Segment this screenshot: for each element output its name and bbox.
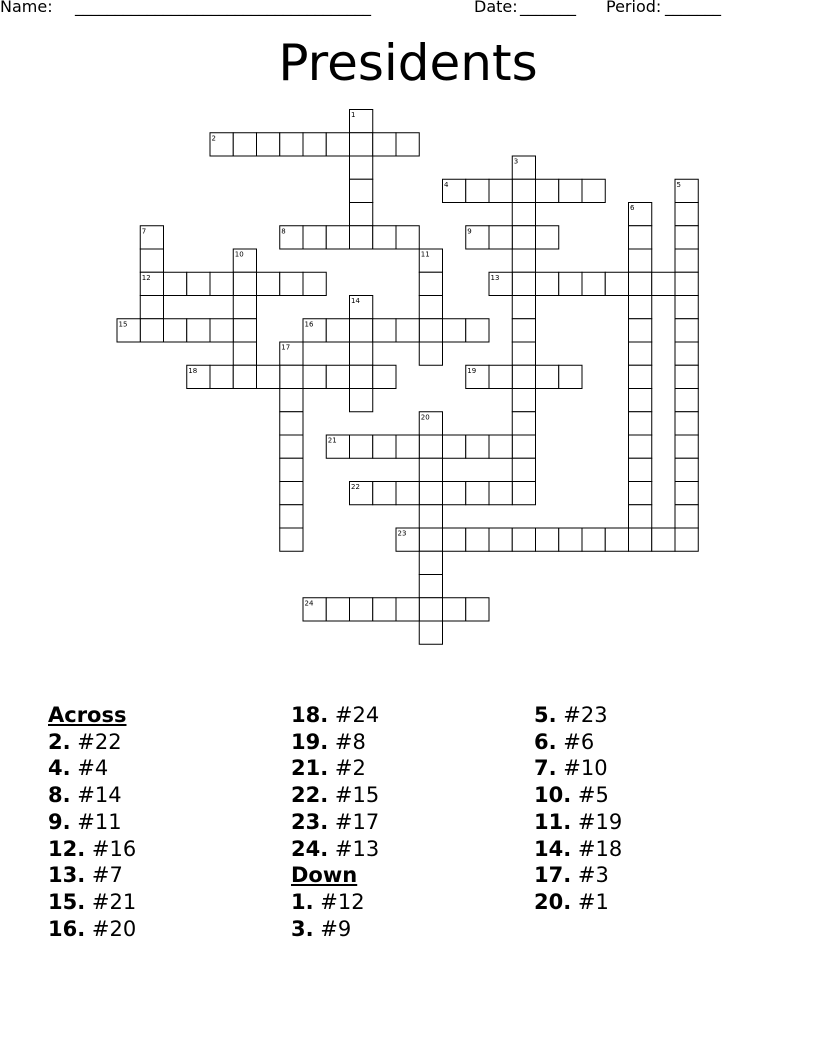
grid-cell[interactable]: [280, 365, 303, 388]
grid-cell[interactable]: [675, 226, 698, 249]
grid-cell[interactable]: [326, 365, 349, 388]
grid-cell[interactable]: [396, 482, 419, 505]
grid-cell[interactable]: [350, 342, 373, 365]
grid-cell[interactable]: [512, 342, 535, 365]
grid-cell[interactable]: [419, 482, 442, 505]
grid-cell[interactable]: [350, 156, 373, 179]
grid-cell[interactable]: [210, 319, 233, 342]
grid-cell[interactable]: [489, 482, 512, 505]
grid-cell[interactable]: [164, 272, 187, 295]
grid-clue-number: 23: [397, 529, 407, 538]
grid-cell[interactable]: [257, 365, 280, 388]
grid-cell[interactable]: [675, 249, 698, 272]
period-label: Period:: [606, 0, 667, 16]
grid-cell[interactable]: [187, 319, 210, 342]
grid-cell[interactable]: [140, 296, 163, 319]
clue-down-3: 3. #9: [291, 916, 352, 941]
grid-cell[interactable]: [629, 296, 652, 319]
clue-across-21: 21. #2: [291, 756, 366, 781]
clue-across-15: 15. #21: [48, 889, 137, 914]
grid-clue-number: 5: [676, 180, 681, 189]
grid-clue-number: 16: [304, 320, 314, 329]
grid-cell[interactable]: [210, 365, 233, 388]
grid-cell[interactable]: [443, 482, 466, 505]
grid-cell[interactable]: [164, 319, 187, 342]
grid-cell[interactable]: [629, 272, 652, 295]
clue-down-5: 5. #23: [534, 703, 608, 727]
grid-cell[interactable]: [466, 598, 489, 621]
grid-cell[interactable]: [326, 226, 349, 249]
grid-cell[interactable]: [675, 528, 698, 551]
grid-cell[interactable]: [233, 272, 256, 295]
grid-cell[interactable]: [512, 458, 535, 481]
grid-cell[interactable]: [629, 365, 652, 388]
name-blank: _____________________________________: [75, 0, 371, 16]
name-label: Name:: [0, 0, 58, 16]
period-blank: _______: [665, 0, 721, 16]
grid-cell[interactable]: [629, 528, 652, 551]
grid-cell[interactable]: [373, 365, 396, 388]
grid-cell[interactable]: [233, 342, 256, 365]
clue-down-14: 14. #18: [534, 836, 623, 861]
grid-clue-number: 17: [281, 343, 291, 352]
grid-cell[interactable]: [466, 319, 489, 342]
clue-across-19: 19. #8: [291, 729, 366, 754]
grid-cell[interactable]: [443, 528, 466, 551]
clue-down-1: 1. #12: [291, 889, 365, 914]
grid-clue-number: 12: [141, 273, 151, 282]
grid-cell[interactable]: [675, 319, 698, 342]
grid-cell[interactable]: [536, 226, 559, 249]
grid-cell[interactable]: [419, 598, 442, 621]
grid-cell[interactable]: [419, 505, 442, 528]
grid-cell[interactable]: [512, 528, 535, 551]
grid-cell[interactable]: [187, 272, 210, 295]
grid-cell[interactable]: [303, 133, 326, 156]
grid-cell[interactable]: [582, 272, 605, 295]
grid-clue-number: 20: [420, 413, 430, 422]
grid-cell[interactable]: [303, 272, 326, 295]
grid-clue-number: 24: [304, 599, 314, 608]
clue-across-16: 16. #20: [48, 916, 137, 941]
grid-cell[interactable]: [280, 272, 303, 295]
clue-across-9: 9. #11: [48, 809, 122, 834]
grid-cell[interactable]: [419, 458, 442, 481]
grid-cell[interactable]: [350, 435, 373, 458]
grid-cell[interactable]: [675, 203, 698, 226]
grid-cell[interactable]: [629, 389, 652, 412]
grid-cell[interactable]: [512, 319, 535, 342]
grid-clue-number: 22: [351, 483, 360, 491]
grid-cell[interactable]: [350, 319, 373, 342]
grid-cell[interactable]: [443, 598, 466, 621]
grid-cell[interactable]: [396, 319, 419, 342]
grid-cell[interactable]: [373, 226, 396, 249]
grid-clue-number: 21: [327, 436, 337, 445]
grid-cell[interactable]: [652, 528, 675, 551]
grid-cell[interactable]: [280, 389, 303, 412]
grid-cell[interactable]: [582, 528, 605, 551]
grid-cell[interactable]: [629, 412, 652, 435]
clue-across-24: 24. #13: [291, 836, 380, 861]
grid-cell[interactable]: [512, 296, 535, 319]
grid-cell[interactable]: [466, 482, 489, 505]
grid-cell[interactable]: [350, 203, 373, 226]
grid-cell[interactable]: [396, 133, 419, 156]
clue-down-11: 11. #19: [534, 809, 623, 834]
clue-down-6: 6. #6: [534, 729, 595, 754]
grid-cell[interactable]: [489, 179, 512, 202]
grid-clue-number: 14: [351, 297, 360, 305]
clue-down-17: 17. #3: [534, 863, 609, 888]
grid-clue-number: 7: [141, 227, 147, 236]
date-label: Date:: [474, 0, 523, 16]
grid-cell[interactable]: [233, 296, 256, 319]
grid-cell[interactable]: [419, 319, 442, 342]
clue-across-2: 2. #22: [48, 729, 122, 754]
grid-cell[interactable]: [396, 598, 419, 621]
grid-clue-number: 18: [188, 366, 198, 375]
grid-clue-number: 3: [513, 157, 519, 166]
grid-cell[interactable]: [489, 226, 512, 249]
grid-cell[interactable]: [675, 365, 698, 388]
grid-cell[interactable]: [419, 272, 442, 295]
grid-cell[interactable]: [373, 319, 396, 342]
grid-cell[interactable]: [512, 272, 535, 295]
grid-cell[interactable]: [466, 528, 489, 551]
clue-column-2: [291, 702, 379, 942]
grid-cell[interactable]: [675, 458, 698, 481]
clue-across-4: 4. #4: [48, 756, 109, 781]
grid-cell[interactable]: [605, 528, 628, 551]
clue-column-1: [48, 702, 136, 942]
grid-cell[interactable]: [512, 203, 535, 226]
grid-cell[interactable]: [350, 226, 373, 249]
grid-cell[interactable]: [512, 482, 535, 505]
grid-cell[interactable]: [257, 272, 280, 295]
grid-cell[interactable]: [257, 133, 280, 156]
grid-cell[interactable]: [419, 621, 442, 644]
grid-clue-number: 13: [490, 273, 500, 282]
clue-down-10: 10. #5: [534, 783, 609, 808]
clue-across-12: 12. #16: [48, 836, 137, 861]
grid-cell[interactable]: [233, 319, 256, 342]
grid-cell[interactable]: [280, 133, 303, 156]
grid-cell[interactable]: [326, 598, 349, 621]
grid-cell[interactable]: [559, 272, 582, 295]
clue-across-18: 18. #24: [291, 703, 380, 727]
grid-cell[interactable]: [652, 272, 675, 295]
grid-cell[interactable]: [350, 389, 373, 412]
clue-across-8: 8. #14: [48, 783, 122, 808]
grid-cell[interactable]: [466, 179, 489, 202]
grid-cell[interactable]: [373, 598, 396, 621]
grid-cell[interactable]: [280, 435, 303, 458]
grid-cell[interactable]: [675, 389, 698, 412]
grid-cell[interactable]: [326, 133, 349, 156]
grid-cell[interactable]: [443, 435, 466, 458]
grid-cell[interactable]: [629, 435, 652, 458]
grid-cell[interactable]: [675, 435, 698, 458]
grid-cell[interactable]: [629, 319, 652, 342]
grid-cell[interactable]: [419, 435, 442, 458]
grid-cell[interactable]: [419, 342, 442, 365]
grid-cell[interactable]: [675, 482, 698, 505]
grid-cell[interactable]: [280, 482, 303, 505]
grid-clue-number: 9: [467, 227, 472, 236]
grid-cell[interactable]: [326, 319, 349, 342]
grid-cell[interactable]: [280, 505, 303, 528]
grid-cell[interactable]: [350, 365, 373, 388]
clue-across-23: 23. #17: [291, 809, 380, 834]
grid-cell[interactable]: [629, 342, 652, 365]
grid-cell[interactable]: [419, 575, 442, 598]
grid-cell[interactable]: [419, 528, 442, 551]
grid-cell[interactable]: [419, 551, 442, 574]
grid-cell[interactable]: [489, 528, 512, 551]
grid-clue-number: 6: [630, 204, 635, 212]
grid-clue-number: 1: [351, 111, 356, 119]
grid-cell[interactable]: [559, 365, 582, 388]
grid-cell[interactable]: [675, 296, 698, 319]
grid-cell[interactable]: [512, 435, 535, 458]
grid-cell[interactable]: [675, 342, 698, 365]
grid-cell[interactable]: [512, 179, 535, 202]
grid-cell[interactable]: [233, 365, 256, 388]
grid-cell[interactable]: [489, 365, 512, 388]
grid-cell[interactable]: [373, 133, 396, 156]
grid-cell[interactable]: [629, 249, 652, 272]
grid-clue-number: 10: [234, 250, 244, 259]
grid-cell[interactable]: [536, 272, 559, 295]
grid-cell[interactable]: [629, 482, 652, 505]
clue-down-20: 20. #1: [534, 889, 609, 914]
grid-clue-number: 8: [281, 227, 286, 236]
clue-across-13: 13. #7: [48, 863, 123, 888]
grid-cell[interactable]: [396, 435, 419, 458]
grid-cell[interactable]: [233, 133, 256, 156]
grid-cell[interactable]: [629, 226, 652, 249]
grid-cell[interactable]: [140, 249, 163, 272]
page-title: Presidents: [278, 34, 538, 92]
grid-cell[interactable]: [489, 435, 512, 458]
grid-cell[interactable]: [559, 528, 582, 551]
grid-cell[interactable]: [536, 528, 559, 551]
grid-cell[interactable]: [675, 505, 698, 528]
grid-clue-number: 19: [467, 366, 477, 375]
grid-cell[interactable]: [350, 133, 373, 156]
grid-clue-number: 2: [211, 134, 216, 143]
grid-cell[interactable]: [350, 179, 373, 202]
clue-down-7: 7. #10: [534, 756, 608, 781]
grid-cell[interactable]: [396, 226, 419, 249]
grid-cell[interactable]: [512, 226, 535, 249]
grid-cell[interactable]: [419, 296, 442, 319]
grid-cell[interactable]: [559, 179, 582, 202]
grid-cell[interactable]: [443, 319, 466, 342]
down-heading: Down: [291, 863, 358, 888]
grid-cell[interactable]: [512, 412, 535, 435]
grid-cell[interactable]: [280, 528, 303, 551]
grid-clue-number: 4: [444, 180, 449, 189]
grid-cell[interactable]: [303, 226, 326, 249]
grid-cell[interactable]: [373, 482, 396, 505]
grid-cell[interactable]: [210, 272, 233, 295]
clue-column-3: [534, 702, 622, 916]
date-blank: _______: [520, 0, 576, 16]
grid-cell[interactable]: [536, 179, 559, 202]
clue-across-22: 22. #15: [291, 783, 380, 808]
grid-cell[interactable]: [675, 272, 698, 295]
grid-cell[interactable]: [512, 389, 535, 412]
grid-cell[interactable]: [303, 365, 326, 388]
grid-cell[interactable]: [629, 458, 652, 481]
grid-cell[interactable]: [280, 412, 303, 435]
across-heading: Across: [48, 703, 127, 727]
grid-clue-number: 15: [118, 320, 128, 329]
grid-cell[interactable]: [350, 598, 373, 621]
grid-cell[interactable]: [582, 179, 605, 202]
grid-cell[interactable]: [605, 272, 628, 295]
grid-cell[interactable]: [373, 435, 396, 458]
grid-cell[interactable]: [512, 249, 535, 272]
grid-cell[interactable]: [512, 365, 535, 388]
grid-cell[interactable]: [675, 412, 698, 435]
grid-clue-number: 11: [420, 250, 430, 259]
grid-cell[interactable]: [280, 458, 303, 481]
grid-cell[interactable]: [629, 505, 652, 528]
grid-cell[interactable]: [536, 365, 559, 388]
grid-cell[interactable]: [140, 319, 163, 342]
grid-cell[interactable]: [466, 435, 489, 458]
